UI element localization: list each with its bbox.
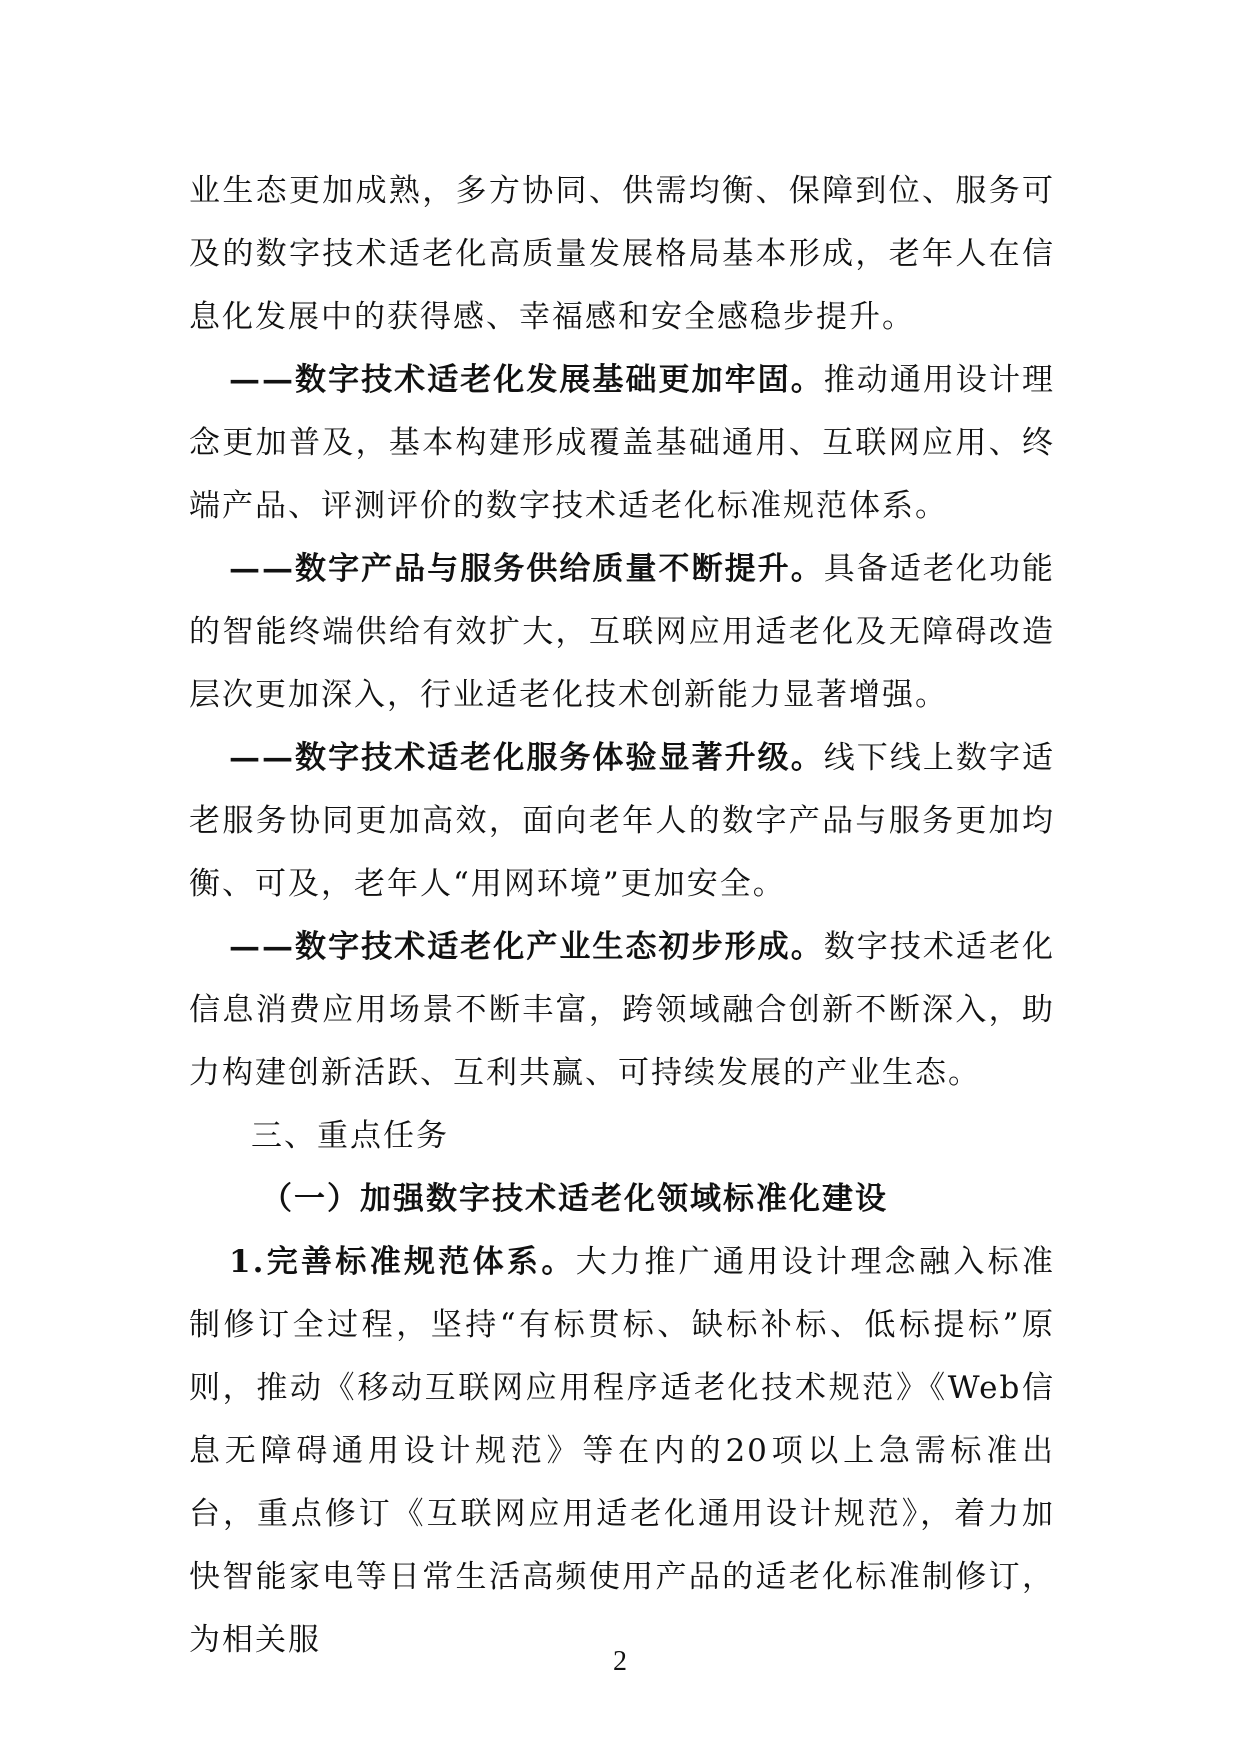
goal-body: 具备适老化功能的智能终端供给有效扩大，互联网应用适老化及无障碍改造层次更加深入，行业适老化技术创新能力显著增强。 — [189, 551, 1056, 713]
item-body: 大力推广通用设计理念融入标准制修订全过程，坚持“有标贯标、缺标补标、低标提标”原则，推动《移动互联网应用程序适老化技术规范》《Web信息无障碍通用设计规范》等在内的20项以上急需标准出台，重点修订《互联网应用适老化通用设计规范》，着力加快智能家电等日常生活高频使用产品的适老化标准制修订，为相关服 — [189, 1244, 1055, 1658]
page-number: 2 — [613, 1646, 627, 1677]
item-paragraph-1 — [189, 1231, 1055, 1672]
section-heading: 三、重点任务 — [251, 1118, 449, 1154]
goal-body: 线下线上数字适老服务协同更加高效，面向老年人的数字产品与服务更加均衡、可及，老年人“用网环境”更加安全。 — [189, 740, 1056, 902]
intro-paragraph: 业生态更加成熟，多方协同、供需均衡、保障到位、服务可及的数字技术适老化高质量发展格局基本形成，老年人在信息化发展中的获得感、幸福感和安全感稳步提升。 — [189, 173, 1055, 335]
item-lead: 1.完善标准规范体系。 — [229, 1244, 576, 1280]
goal-body: 数字技术适老化信息消费应用场景不断丰富，跨领域融合创新不断深入，助力构建创新活跃、互利共赢、可持续发展的产业生态。 — [189, 929, 1056, 1091]
body-text — [189, 160, 1055, 1672]
subsection-heading: （一）加强数字技术适老化领域标准化建设 — [261, 1181, 888, 1217]
goal-lead: ——数字技术适老化产业生态初步形成。 — [229, 929, 824, 965]
goal-body: 推动通用设计理念更加普及，基本构建形成覆盖基础通用、互联网应用、终端产品、评测评价的数字技术适老化标准规范体系。 — [189, 362, 1056, 524]
goal-paragraph-1 — [189, 349, 1055, 538]
goal-lead: ——数字技术适老化服务体验显著升级。 — [229, 740, 824, 776]
goal-paragraph-4 — [189, 916, 1055, 1105]
goal-paragraph-3 — [189, 727, 1055, 916]
goal-lead: ——数字技术适老化发展基础更加牢固。 — [229, 362, 824, 398]
goal-paragraph-2 — [189, 538, 1055, 727]
goal-lead: ——数字产品与服务供给质量不断提升。 — [229, 551, 824, 587]
